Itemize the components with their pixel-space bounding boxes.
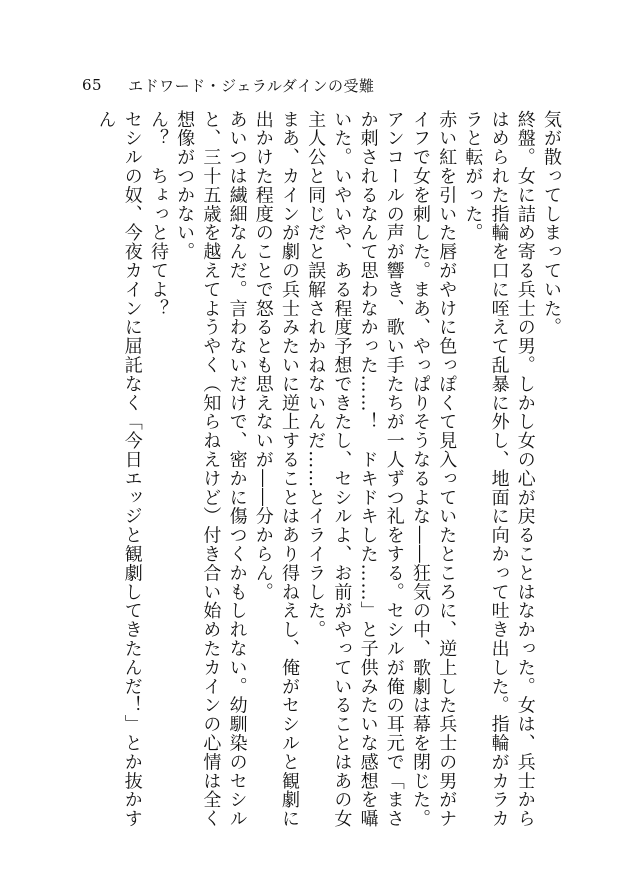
paragraph: 気が散ってしまっていた。: [541, 110, 562, 337]
paragraph: 赤い紅を引いた唇がやけに色っぽくて見入っていたところに、逆上した兵士の男がナイフで女を刺した。まあ、やっぱりそうなるよな――狂気の中、歌劇は幕を閉じた。: [409, 110, 458, 829]
paragraph: 終盤。女に詰め寄る兵士の男。しかし女の心が戻ることはなかった。女は、兵士からはめられた指輪を口に咥えて乱暴に外し、地面に向かって吐き出した。指輪がカラカラと転がった。: [462, 110, 536, 829]
running-title: エドワード・ジェラルダインの受難: [128, 76, 375, 95]
page-number: 65: [82, 76, 103, 94]
paragraph: まあ、カインが劇の兵士みたいに逆上することはあり得ねえし、俺がセシルと観劇に出かけた程度のことで怒るとも思えないが――分からん。: [252, 110, 300, 829]
paragraph: セシルの奴、今夜カインに屈託なく「今日エッジと観劇してきたんだ！」とか抜かすん: [95, 110, 143, 829]
page-header: [82, 74, 374, 96]
paragraph: あいつは繊細なんだ。言わないだけで、密かに傷つくかもしれない。幼馴染のセシルと、三十五歳を越えてようやく（知らねえけど）付き合い始めたカインの心情は全く想像がつかない。: [174, 110, 248, 829]
paragraph: アンコールの声が響き、歌い手たちが一人ずつ礼をする。セシルが俺の耳元で「まさか刺されるなんて思わなかった……！ ドキドキした……」と子供みたいな感想を囁いた。いやいや、ある程度予想できたし、セシルよ、お前がやっていることはあの女主人公と同じだと誤解されかねないんだ……とイライラした。: [305, 110, 405, 829]
body-text: [74, 110, 564, 830]
paragraph: ん？ ちょっと待てよ？: [147, 110, 169, 318]
